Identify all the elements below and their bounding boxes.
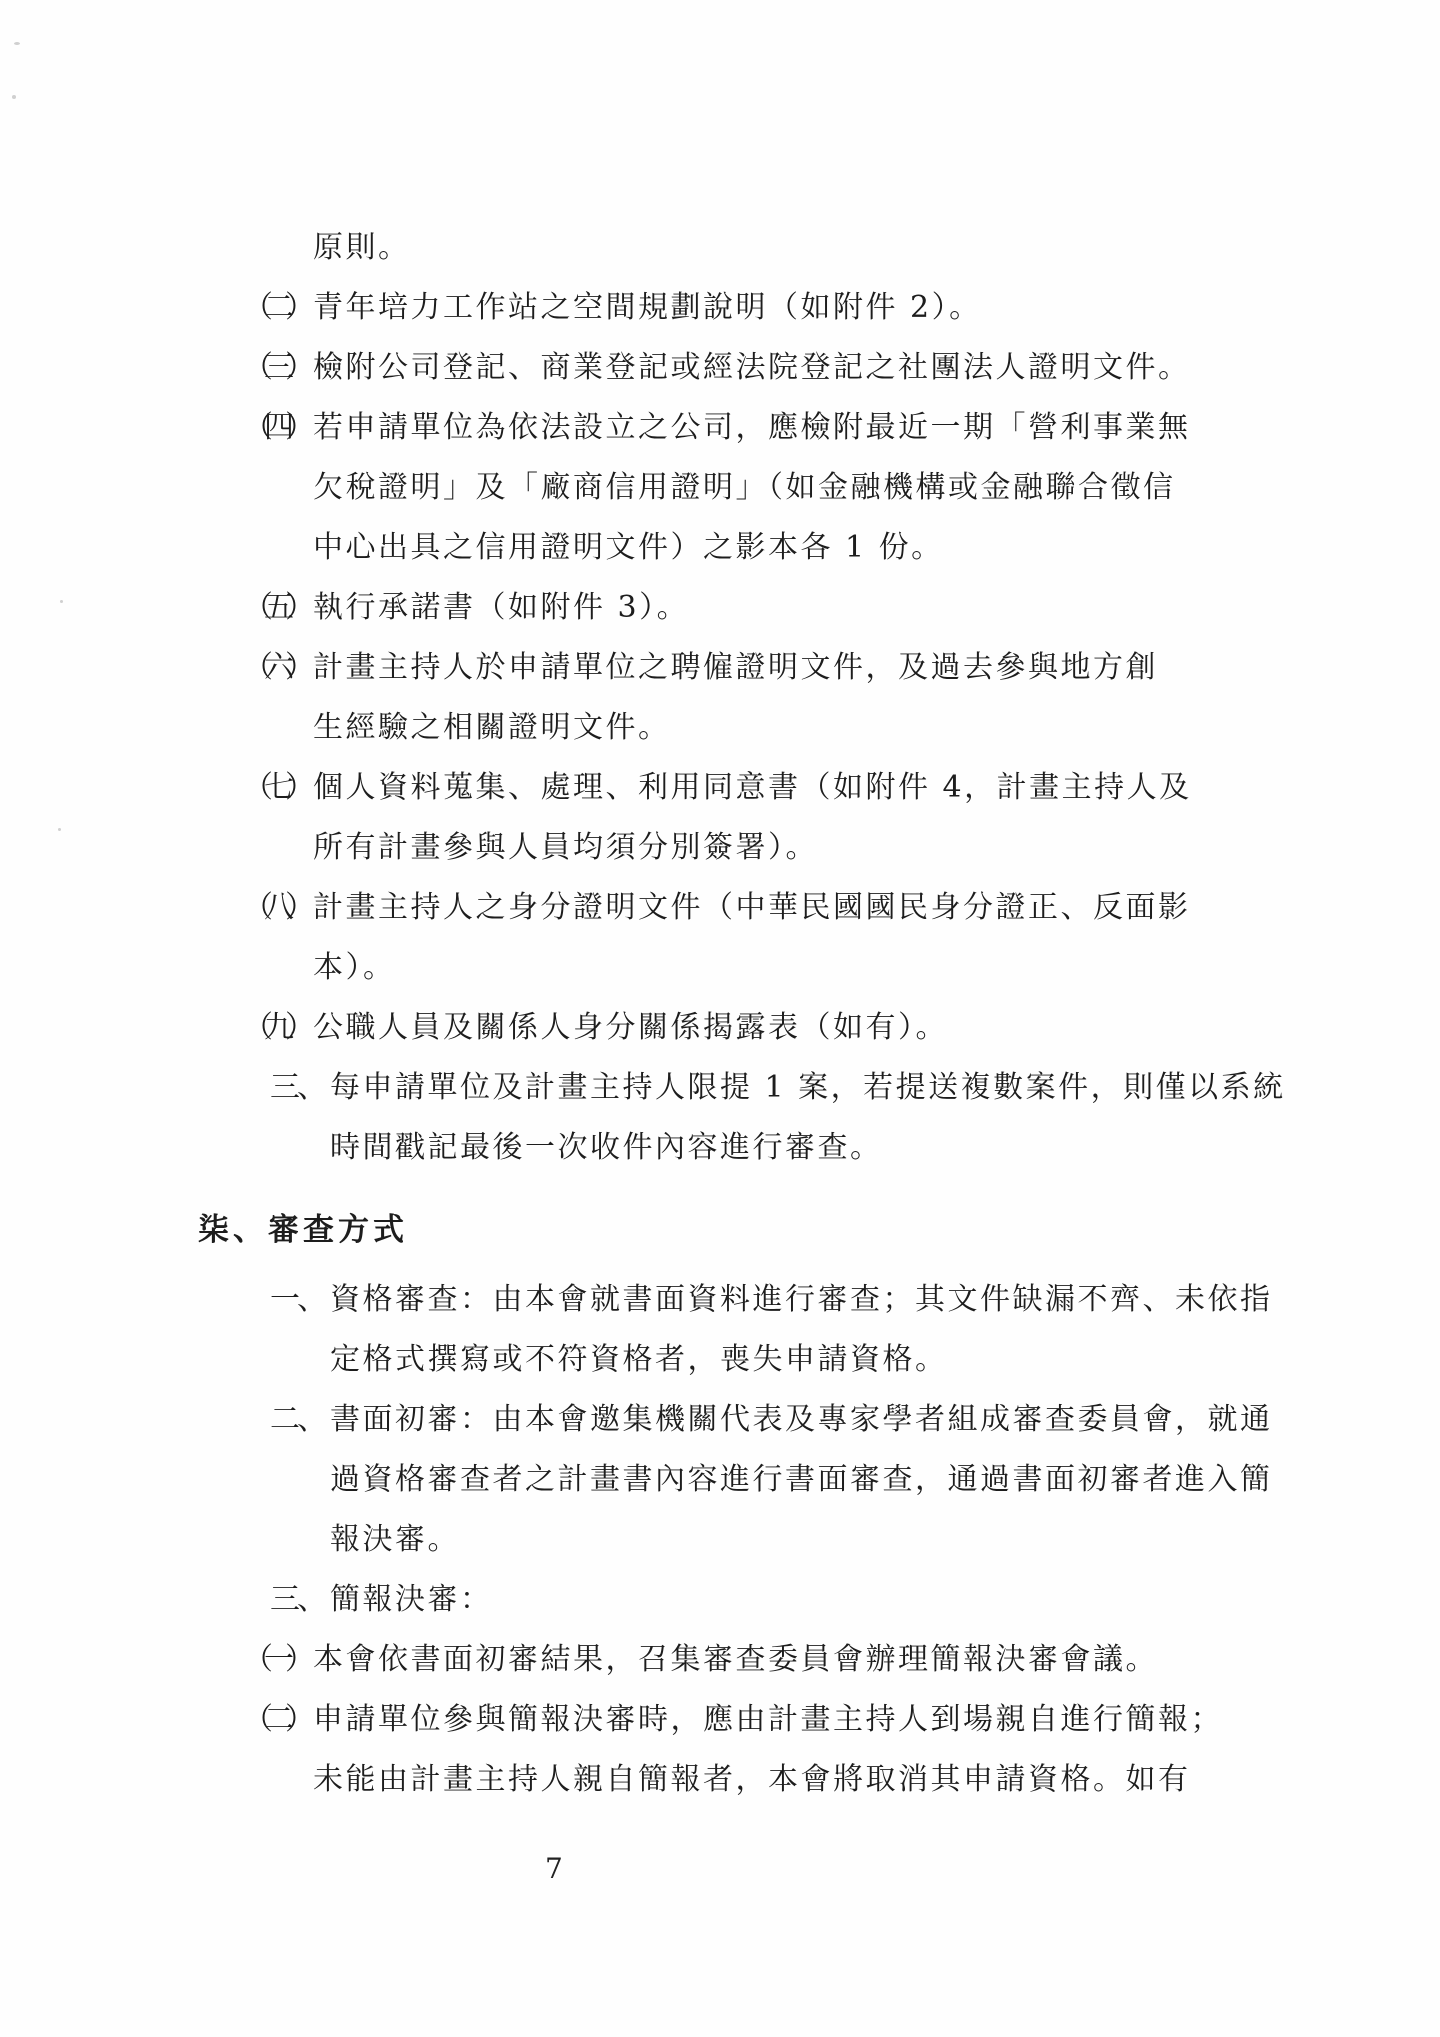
line-text: 個人資料蒐集、處理、利用同意書（如附件 4，計畫主持人及: [313, 770, 1192, 805]
doc-line: [0, 578, 1440, 638]
list-marker: （九）: [243, 1010, 306, 1045]
list-marker: （三）: [243, 350, 306, 385]
list-marker: 一、: [270, 1282, 324, 1317]
doc-line: [0, 518, 1440, 578]
doc-line: [0, 1690, 1440, 1750]
scan-speck: [14, 42, 20, 45]
doc-line: [0, 1200, 1440, 1260]
line-text: 計畫主持人於申請單位之聘僱證明文件，及過去參與地方創: [313, 650, 1158, 685]
document-lines: [0, 218, 1440, 1810]
line-text: 原則。: [313, 230, 411, 265]
line-text: 青年培力工作站之空間規劃說明（如附件 2）。: [313, 290, 982, 325]
line-text: 執行承諾書（如附件 3）。: [313, 590, 690, 625]
doc-line: [0, 1330, 1440, 1390]
line-text: 計畫主持人之身分證明文件（中華民國國民身分證正、反面影: [313, 890, 1191, 925]
line-text: 資格審查：由本會就書面資料進行審查；其文件缺漏不齊、未依指: [330, 1282, 1273, 1317]
line-text: 所有計畫參與人員均須分別簽署）。: [313, 830, 818, 865]
list-marker: 二、: [270, 1402, 324, 1437]
line-text: 時間戳記最後一次收件內容進行審查。: [330, 1130, 883, 1165]
line-text: 欠稅證明」及「廠商信用證明」（如金融機構或金融聯合徵信: [313, 470, 1176, 505]
doc-line: [0, 398, 1440, 458]
doc-line: [0, 1510, 1440, 1570]
list-marker: 三、: [270, 1070, 324, 1105]
doc-line: [0, 1390, 1440, 1450]
doc-line: [0, 1750, 1440, 1810]
scan-speck: [12, 95, 16, 99]
doc-line: [0, 998, 1440, 1058]
doc-line: [0, 818, 1440, 878]
line-text: 公職人員及關係人身分關係揭露表（如有）。: [313, 1010, 948, 1045]
list-marker: （六）: [243, 650, 306, 685]
list-marker: （五）: [243, 590, 306, 625]
line-text: 申請單位參與簡報決審時，應由計畫主持人到場親自進行簡報；: [313, 1702, 1223, 1737]
line-text: 柒、審查方式: [198, 1212, 408, 1248]
doc-line: [0, 278, 1440, 338]
doc-line: [0, 458, 1440, 518]
line-text: 簡報決審：: [330, 1582, 493, 1617]
doc-line: [0, 698, 1440, 758]
doc-line: [0, 1058, 1440, 1118]
line-text: 書面初審：由本會邀集機關代表及專家學者組成審查委員會，就通: [330, 1402, 1273, 1437]
doc-line: [0, 1118, 1440, 1178]
doc-line: [0, 758, 1440, 818]
line-text: 本）。: [313, 950, 396, 985]
line-text: 檢附公司登記、商業登記或經法院登記之社團法人證明文件。: [313, 350, 1191, 385]
line-text: 未能由計畫主持人親自簡報者，本會將取消其申請資格。如有: [313, 1762, 1191, 1797]
list-marker: （七）: [243, 770, 306, 805]
doc-line: [0, 1450, 1440, 1510]
list-marker: 三、: [270, 1582, 324, 1617]
document-body: [0, 218, 1440, 1810]
doc-line: [0, 1570, 1440, 1630]
line-text: 每申請單位及計畫主持人限提 1 案，若提送複數案件，則僅以系統: [330, 1070, 1286, 1105]
list-marker: （二）: [243, 1702, 306, 1737]
list-marker: （一）: [243, 1642, 306, 1677]
line-text: 中心出具之信用證明文件）之影本各 1 份。: [313, 530, 944, 565]
doc-line: [0, 638, 1440, 698]
list-marker: （二）: [243, 290, 306, 325]
doc-line: [0, 938, 1440, 998]
doc-line: [0, 338, 1440, 398]
line-text: 生經驗之相關證明文件。: [313, 710, 671, 745]
page-number: 7: [545, 1852, 563, 1885]
list-marker: （八）: [243, 890, 306, 925]
line-text: 若申請單位為依法設立之公司，應檢附最近一期「營利事業無: [313, 410, 1191, 445]
list-marker: （四）: [243, 410, 306, 445]
line-text: 報決審。: [330, 1522, 460, 1557]
doc-line: [0, 218, 1440, 278]
line-text: 過資格審查者之計畫書內容進行書面審查，通過書面初審者進入簡: [330, 1462, 1273, 1497]
doc-line: [0, 1270, 1440, 1330]
doc-line: [0, 1630, 1440, 1690]
doc-line: [0, 878, 1440, 938]
line-text: 定格式撰寫或不符資格者，喪失申請資格。: [330, 1342, 948, 1377]
line-text: 本會依書面初審結果，召集審查委員會辦理簡報決審會議。: [313, 1642, 1158, 1677]
